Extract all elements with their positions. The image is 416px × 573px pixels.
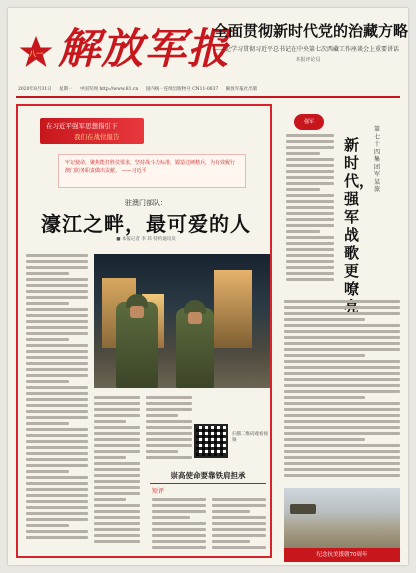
body-text-column [286,134,334,284]
sub-article-rule [150,483,266,484]
story-kicker: 驻澳门部队： [125,199,167,207]
sub-article-headline[interactable]: 崇高使命要靠铁肩担承 [170,471,246,480]
body-text-column [94,396,140,546]
masthead-rule [16,96,400,98]
editorial-author: 本报评论员 [295,57,321,63]
photo-caption: 纪念抗美援朝70周年 [284,548,400,562]
body-text-column [212,498,266,552]
qr-code[interactable] [194,424,228,458]
tank-photo[interactable] [284,488,400,548]
qr-code-label: 扫描二维码观看视频 [232,432,268,443]
svg-text:八一: 八一 [29,50,43,58]
editorial-title: 全面贯彻新时代党的治藏方略 [213,22,408,40]
lead-editorial[interactable] [213,20,408,63]
body-text-column [146,396,192,462]
serial-number: 国内统一连续出版物号 CN11-0037 [145,87,219,92]
banner-top-text: 在习近平强军思想指引下 [46,122,118,130]
body-text-column [26,254,88,544]
dateline [18,86,398,92]
short-comment-label: 短评 [152,488,165,495]
leader-quote: 牢记使命，聚焦能打胜仗要求，坚持战斗力标准，锻造过硬精兵，为有效履行澳门防务职责做出贡献。 ——习近平 [65,160,236,174]
leader-quote-box [58,154,246,188]
body-text-column [284,300,400,482]
column-banner [40,118,144,144]
editorial-subtitle: ——论学习贯彻习近平总书记在中央第七次西藏工作座谈会上重要讲话 [213,46,400,53]
section-badge: 强军 [294,114,324,130]
newspaper-page [8,8,408,565]
soldiers-photo[interactable] [94,254,270,388]
story-byline: ■ 本报记者 李 玮 特约通讯员 [116,237,176,242]
website: 中国军网 http://www.81.cn [79,87,139,92]
publisher: 解放军报社出版 [225,87,258,92]
right-headline[interactable]: 新时代，强军战歌更嘹亮 [344,136,375,316]
banner-bottom-text: 我们在战位报告 [74,133,120,141]
right-subtitle: 第七十四集团军某旅 [374,126,381,193]
date: 2020年8月31日 [18,87,52,92]
newspaper-title: 解放军报 [58,24,231,73]
weekday: 星期一 [58,87,73,92]
masthead [8,8,408,94]
red-star-icon [18,34,54,70]
highlighted-story-frame[interactable] [16,104,272,558]
body-text-column [152,498,206,552]
story-headline[interactable]: 濠江之畔，最可爱的人 [41,212,251,236]
